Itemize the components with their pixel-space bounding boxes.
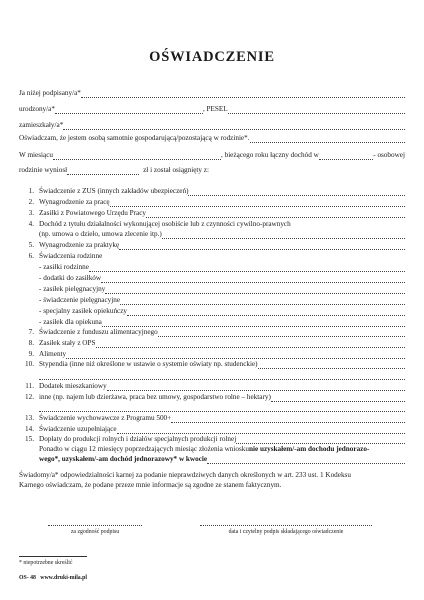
income-item-7 (19, 327, 405, 337)
item-amount-field[interactable] (107, 382, 405, 391)
declaration-text: Karnego oświadczam, że podane przeze mnie informacje są zgodne ze stanem faktycznym. (19, 481, 282, 489)
income-item-5 (19, 240, 405, 250)
subitem-amount-field[interactable] (89, 263, 405, 272)
one-time-income-text: Ponadto w ciągu 12 miesięcy poprzedzających miesiąc złożenia wniosku (39, 445, 249, 453)
pesel-label: , PESEL (202, 105, 228, 113)
subitem-amount-field[interactable] (127, 307, 405, 316)
declaration-text: Świadomy/a* odpowiedzialności karnej za podanie nieprawdziwych danych określonych w art. 233 ust. 1 Kodeksu (19, 471, 351, 479)
income-item-2 (19, 197, 405, 207)
item-label: Alimenty (39, 350, 67, 358)
item-label: inne (np. najem lub dzierżawa, praca bez umowy, gospodarstwo rolne – hektary) (39, 393, 271, 401)
residing-row (19, 120, 405, 130)
one-time-income-row (19, 444, 405, 454)
item-number: 10. (25, 360, 34, 368)
one-time-income-amount-field[interactable] (207, 455, 405, 464)
income-item-6 (19, 251, 405, 261)
income-item-4 (19, 219, 405, 229)
item-number: 4. (28, 220, 34, 228)
item-number: 6. (28, 252, 34, 260)
footnote-divider (19, 556, 87, 557)
income-item-15 (19, 434, 405, 444)
month-field[interactable] (53, 151, 221, 160)
one-time-income-row-2 (19, 454, 405, 464)
item-number: 15. (25, 435, 34, 443)
item-amount-field[interactable] (119, 241, 405, 250)
item-amount-field[interactable] (162, 230, 405, 239)
item-number: 12. (25, 393, 34, 401)
item-amount-field[interactable] (258, 360, 405, 369)
subitem-amount-field[interactable] (102, 318, 405, 327)
item-number: 1. (28, 187, 34, 195)
item-label-continued: (np. umowa o dzieło, umowa zlecenie itp.) (39, 230, 162, 238)
income-item-13 (19, 413, 405, 423)
item-amount-field[interactable] (110, 198, 405, 207)
declaration-line-1 (19, 470, 405, 480)
family-subitem (19, 317, 405, 327)
item-label: Dopłaty do produkcji rolnych i działów specjalnych produkcji rolnej (39, 435, 237, 443)
publisher-site: www.druki-mila.pl (40, 575, 87, 581)
declarant-signature[interactable]: data i czytelny podpis składającego oświadczenie (200, 525, 372, 535)
item-label: Zasiłki z Powiatowego Urzędu Pracy (39, 209, 146, 217)
income-item-8 (19, 338, 405, 348)
item-amount-field[interactable] (171, 414, 405, 423)
item-amount-field[interactable] (271, 393, 405, 402)
income-item-10-extra (19, 370, 405, 380)
item-label: Dodatek mieszkaniowy (39, 382, 107, 390)
subitem-label: - dodatki do zasiłków (39, 274, 102, 282)
item-number: 14. (25, 425, 34, 433)
item-amount-field[interactable] (96, 339, 406, 348)
income-item-10 (19, 359, 405, 369)
family-subitem (19, 273, 405, 283)
form-code: OS- 48 (19, 575, 36, 581)
pesel-field[interactable] (228, 105, 405, 114)
item-label: Świadczenie z funduszu alimentacyjnego (39, 328, 158, 336)
declaration-line-2 (19, 480, 405, 490)
statement-row (19, 133, 405, 143)
persons-label: - osobowej (373, 151, 405, 159)
subitem-amount-field[interactable] (120, 296, 405, 305)
item-number: 2. (28, 198, 34, 206)
item-amount-field[interactable] (158, 328, 405, 337)
undersigned-label: Ja niżej podpisany/a* (19, 89, 81, 97)
item-number: 13. (25, 414, 34, 422)
page-title: OŚWIADCZENIE (149, 49, 275, 65)
family-income-label: rodzinie wyniosł (19, 166, 68, 174)
born-row (19, 104, 405, 114)
family-income-row (19, 165, 405, 175)
item-label: Dochód z tytułu działalności wykonującej osobiście lub z czynności cywilno-prawnych (39, 220, 291, 228)
month-row (19, 150, 405, 160)
subitem-amount-field[interactable] (105, 285, 405, 294)
item-amount-field[interactable] (146, 209, 405, 218)
household-statement: Oświadczam, że jestem osobą samotnie gospodarującą/pozostającą w rodzinie*. (19, 134, 250, 142)
year-income-label: , bieżącego roku łączny dochód w (221, 151, 319, 159)
item-amount-field[interactable] (39, 371, 405, 380)
item-amount-field[interactable] (66, 350, 405, 359)
income-item-4-cont (19, 229, 405, 239)
residing-label: zamieszkały/a* (19, 121, 64, 129)
subitem-label: - zasiłek dla opiekuna (39, 318, 102, 326)
item-label: Zasiłek stały z OPS (39, 339, 96, 347)
address-field[interactable] (63, 121, 405, 130)
subitem-label: - zasiłki rodzinne (39, 263, 89, 271)
item-amount-field[interactable] (188, 187, 405, 196)
item-number: 3. (28, 209, 34, 217)
income-item-9 (19, 349, 405, 359)
item-number: 5. (28, 241, 34, 249)
item-number: 8. (28, 339, 34, 347)
item-label: Wynagrodzenie za pracę (39, 198, 110, 206)
income-item-11 (19, 381, 405, 391)
birth-field[interactable] (55, 105, 203, 114)
item-label: Świadczenie wychowawcze z Programu 500+ (39, 414, 172, 422)
item-amount-field[interactable] (117, 425, 405, 434)
income-item-12-extra (19, 402, 405, 412)
family-subitem (19, 306, 405, 316)
subitem-label: - świadczenie pielęgnacyjne (39, 296, 121, 304)
subitem-label: - zasiłek pielęgnacyjny (39, 285, 106, 293)
born-label: urodzony/a* (19, 105, 55, 113)
item-label: Świadczenie uzupełniające (39, 425, 117, 433)
one-time-income-amount-label: wego*, uzyskałem/-am dochód jednorazowy* w kwocie (39, 455, 208, 463)
subitem-label: - specjalny zasiłek opiekuńczy (39, 307, 128, 315)
item-number: 9. (28, 350, 34, 358)
footer (19, 575, 87, 581)
one-time-income-option: nie uzyskałem/-am dochodu jednorazo- (248, 445, 370, 453)
income-item-3 (19, 208, 405, 218)
income-item-12 (19, 392, 405, 402)
undersigned-field[interactable] (81, 89, 405, 98)
item-label: Świadczenie z ZUS (innych zakładów ubezpieczeń) (39, 187, 189, 195)
statement-field[interactable] (250, 134, 405, 143)
subitem-amount-field[interactable] (101, 274, 405, 283)
total-income-field[interactable] (67, 166, 139, 175)
income-item-1 (19, 186, 405, 196)
item-amount-field[interactable] (39, 403, 405, 412)
item-amount-field[interactable] (236, 435, 405, 444)
income-item-14 (19, 424, 405, 434)
month-label: W miesiącu (19, 151, 53, 159)
family-subitem (19, 295, 405, 305)
item-label: Świadczenia rodzinne (39, 252, 103, 260)
undersigned-row (19, 88, 405, 98)
item-label: Stypendia (inne niż określone w ustawie o systemie oświaty np. studenckie) (39, 360, 258, 368)
item-number: 7. (28, 328, 34, 336)
item-number: 11. (25, 382, 34, 390)
currency-achieved-label: zł i został osiągnięty z: (143, 166, 209, 174)
verification-signature[interactable]: za zgodność podpisu (48, 525, 142, 535)
family-subitem (19, 284, 405, 294)
item-label: Wynagrodzenie za praktykę (39, 241, 120, 249)
footnote: * niepotrzebne skreślić (19, 560, 73, 566)
family-subitem (19, 262, 405, 272)
persons-count-field[interactable] (319, 151, 373, 160)
